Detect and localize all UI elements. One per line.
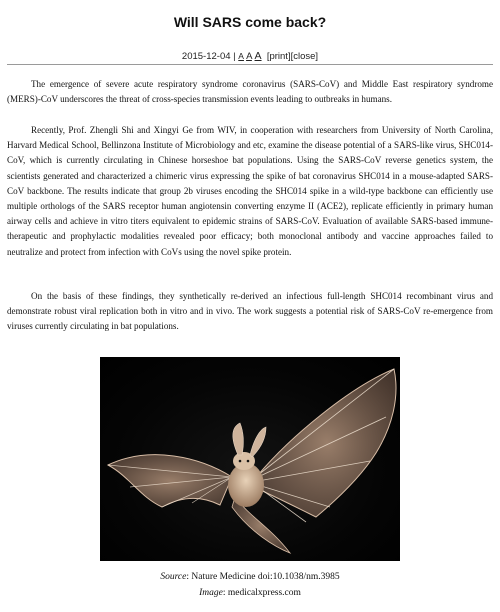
font-size-medium-link[interactable]: A xyxy=(246,51,252,62)
image-credit-caption xyxy=(0,588,500,598)
source-label: Source xyxy=(160,572,187,582)
image-label: Image xyxy=(199,588,223,598)
article-paragraph-3: On the basis of these findings, they synthetically re-derived an infectious full-length SHC014 recombinant virus and demonstrate robust viral replication both in vitro and in vivo. The work suggests a potential risk of SARS-CoV re-emergence from viruses currently circulating in bat populations. xyxy=(7,291,493,332)
header-divider xyxy=(7,64,493,65)
article-meta xyxy=(0,50,500,62)
bat-illustration xyxy=(100,357,400,561)
source-caption xyxy=(0,572,500,582)
article-paragraph-2: Recently, Prof. Zhengli Shi and Xingyi Ge from WIV, in cooperation with researchers from University of North Carolina, Harvard Medical School, Bellinzona Institute of Microbiology and etc, examine the disease potential of a SARS-like virus, SHC014-CoV, which is currently circulating in Chinese horseshoe bat populations. Using the SARS-CoV reverse genetics system, the scientists generated and characterized a chimeric virus expressing the spike of bat coronavirus SHC014 in a mouse-adapted SARS-CoV backbone. The results indicate that group 2b viruses encoding the SHC014 spike in a wild-type backbone can efficiently use multiple orthologs of the SARS receptor human angiotensin converting enzyme II (ACE2), replicate efficiently in primary human airway cells and achieve in vitro titers equivalent to epidemic strains of SARS-CoV. Evaluation of available SARS-based immune-therapeutic and prophylactic modalities revealed poor efficacy; both monoclonal antibody and vaccine approaches failed to neutralize and protect from infection with CoVs using the novel spike protein. xyxy=(7,125,493,257)
image-text: : medicalxpress.com xyxy=(222,588,301,598)
font-size-small-link[interactable]: A xyxy=(238,51,244,61)
meta-separator: | xyxy=(233,51,236,62)
bat-photo xyxy=(100,357,400,561)
article-date: 2015-12-04 xyxy=(181,51,231,62)
close-link[interactable]: [close] xyxy=(290,51,319,62)
print-link[interactable]: [print] xyxy=(266,51,291,62)
article-paragraph-1: The emergence of severe acute respiratory syndrome coronavirus (SARS-CoV) and Middle East respiratory syndrome (MERS)-CoV underscores the threat of cross-species transmission events leading to outbreaks in humans. xyxy=(7,79,493,105)
source-text: : Nature Medicine doi:10.1038/nm.3985 xyxy=(186,572,340,582)
font-size-large-link[interactable]: A xyxy=(254,50,262,62)
page-title: Will SARS come back? xyxy=(173,14,327,30)
